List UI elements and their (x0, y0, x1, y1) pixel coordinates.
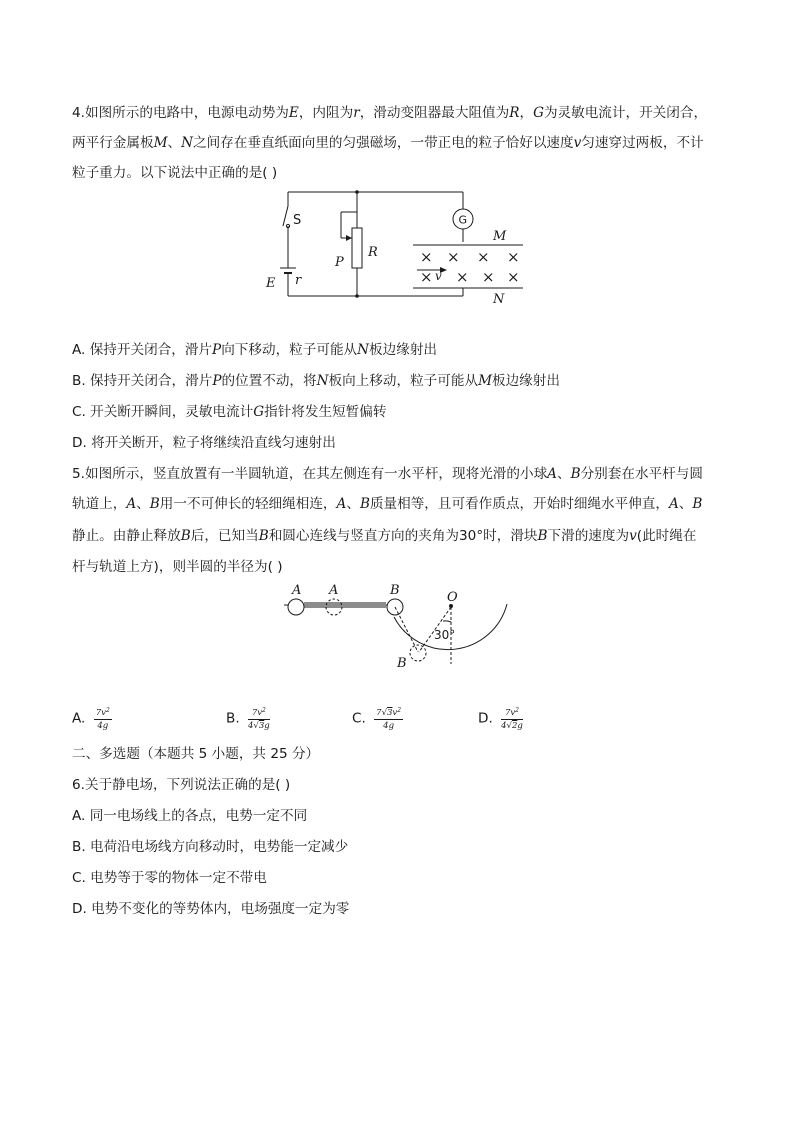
rheostat-label: R (368, 245, 378, 260)
plate-n-label: N (493, 292, 505, 307)
internal-r-label: r (295, 273, 302, 288)
q4-option-b[interactable]: B. 保持开关闭合，滑片P的位置不动，将N板向上移动，粒子可能从M板边缘射出 (72, 373, 560, 389)
q5-stem-line3: 静止。由静止释放B后，已知当B和圆心连线与竖直方向的夹角为30°时，滑块B下滑的速度为v(此时绳在 (72, 528, 697, 544)
field-mark: × (456, 268, 469, 286)
q4-stem-line3: 粒子重力。以下说法中正确的是( ) (72, 165, 278, 181)
angle-label: 30° (434, 628, 456, 642)
field-mark: × (482, 268, 495, 286)
q5-option-a[interactable]: A. $\frac{7v^2}{4g}$ (72, 707, 110, 731)
q4-stem-line1: 4.如图所示的电路中，电源电动势为E，内阻为r，滑动变阻器最大阻值为R，G为灵敏电流计，开关闭合， (72, 105, 708, 121)
velocity-label: v (435, 269, 442, 283)
ball-a-dashed-label: A (329, 583, 339, 598)
field-mark: × (507, 268, 520, 286)
q5-option-d[interactable]: D. $\frac{7v^2}{4√2g}$ (478, 707, 523, 731)
q6-stem: 6.关于静电场，下列说法正确的是( ) (72, 777, 291, 793)
slider-label: P (335, 255, 344, 270)
ball-b-moved-label: B (397, 656, 407, 671)
field-mark: × (477, 248, 490, 266)
q6-option-c[interactable]: C. 电势等于零的物体一定不带电 (72, 870, 267, 886)
switch-label: S (293, 213, 302, 228)
q5-option-b[interactable]: B. $\frac{7v^2}{4√3g}$ (226, 707, 270, 731)
q6-option-a[interactable]: A. 同一电场线上的各点，电势一定不同 (72, 808, 308, 824)
q4-option-a[interactable]: A. 保持开关闭合，滑片P向下移动，粒子可能从N板边缘射出 (72, 342, 438, 358)
emf-label: E (266, 276, 276, 291)
q5-track-diagram (280, 580, 520, 676)
q4-option-c[interactable]: C. 开关断开瞬间，灵敏电流计G指针将发生短暂偏转 (72, 404, 387, 420)
q6-option-d[interactable]: D. 电势不变化的等势体内，电场强度一定为零 (72, 901, 350, 917)
q5-option-c[interactable]: C. $\frac{7√3v^2}{4g}$ (352, 707, 402, 731)
q4-circuit-diagram (260, 186, 540, 310)
q5-stem-line2: 轨道上，A、B用一不可伸长的轻细绳相连，A、B质量相等，且可看作质点，开始时细绳水平伸直，A、B (72, 496, 703, 512)
ball-a-label: A (292, 583, 302, 598)
q6-option-b[interactable]: B. 电荷沿电场线方向移动时，电势能一定减少 (72, 839, 349, 855)
field-mark: × (420, 268, 433, 286)
center-o-label: O (447, 590, 458, 605)
q4-stem-line2: 两平行金属板M、N之间存在垂直纸面向里的匀强磁场，一带正电的粒子恰好以速度v匀速穿过两板，不计 (72, 135, 704, 151)
field-mark: × (507, 248, 520, 266)
field-mark: × (447, 248, 460, 266)
section-heading: 二、多选题（本题共 5 小题，共 25 分） (72, 746, 320, 762)
ball-b-label: B (390, 583, 400, 598)
q5-stem-line4: 杆与轨道上方)，则半圆的半径为( ) (72, 559, 283, 575)
field-mark: × (420, 248, 433, 266)
q4-option-d[interactable]: D. 将开关断开，粒子将继续沿直线匀速射出 (72, 435, 336, 451)
galvanometer-label: G (458, 213, 468, 227)
plate-m-label: M (493, 229, 507, 244)
q5-stem-line1: 5.如图所示，竖直放置有一半圆轨道，在其左侧连有一水平杆，现将光滑的小球A、B分别套在水平杆与圆 (72, 466, 703, 482)
